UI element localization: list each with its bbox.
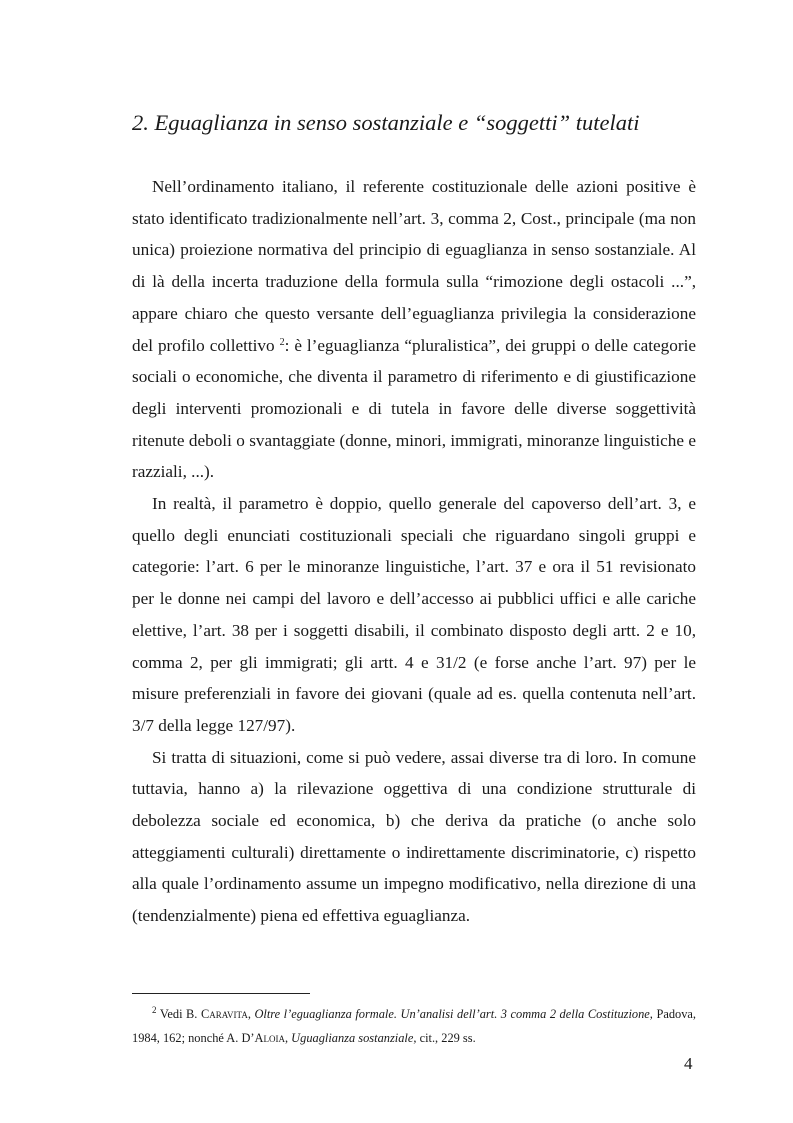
footnote-2 xyxy=(132,1002,696,1050)
body-text xyxy=(132,171,696,932)
footnote-separator: , xyxy=(247,1007,255,1021)
footnote-separator: , xyxy=(284,1031,292,1045)
footnote-number: 2 xyxy=(152,1005,157,1015)
footnote-text: Vedi B. xyxy=(159,1007,201,1021)
paragraph-3: Si tratta di situazioni, come si può vedere, assai diverse tra di loro. In comune tuttavia, hanno a) la rilevazione oggettiva di una condizione strutturale di debolezza sociale ed economica, b) che deriva da pratiche (o anche solo atteggiamenti culturali) direttamente o indirettamente discriminatorie, c) rispetto alla quale l’ordinamento assume un impegno modificativo, nella direzione di una (tendenzialmente) piena ed effettiva eguaglianza. xyxy=(132,747,696,926)
footnote-divider xyxy=(132,993,310,994)
paragraph-1-text-after: : è l’eguaglianza “pluralistica”, dei gruppi o delle categorie sociali o economiche, che diventa il parametro di riferimento e di giustificazione degli interventi promozionali e di tutela in favore delle diverse soggettività ritenute deboli o svantaggiate (donne, minori, immigrati, minoranze linguistiche e razziali, ...). xyxy=(132,335,696,482)
section-heading: 2. Eguaglianza in senso sostanziale e “soggetti” tutelati xyxy=(132,110,640,135)
footnote xyxy=(132,1002,696,1050)
footnote-title: Oltre l’eguaglianza formale. Un’analisi dell’art. 3 comma 2 della Costituzione, xyxy=(254,1007,653,1021)
page-number: 4 xyxy=(684,1054,693,1073)
paragraph-1 xyxy=(132,171,696,488)
footnote-author: Aloia xyxy=(254,1031,285,1045)
footnote-publication: Padova, 1984, 162; nonché A. D’ xyxy=(132,1007,697,1045)
footnote-reference: 2 xyxy=(279,336,285,348)
footnote-publication: cit., 229 ss. xyxy=(416,1031,476,1045)
footnote-author: Caravita xyxy=(200,1007,248,1021)
footnote-title: Uguaglianza sostanziale, xyxy=(291,1031,417,1045)
paragraph-1-text-before: Nell’ordinamento italiano, il referente costituzionale delle azioni positive è stato identificato tradizionalmente nell’art. 3, comma 2, Cost., principale (ma non unica) proiezione normativa del principio di eguaglianza in senso sostanziale. Al di là della incerta traduzione della formula sulla “rimozione degli ostacoli ...”, appare chiaro che questo versante dell’eguaglianza privilegia la considerazione del profilo collettivo xyxy=(132,177,696,355)
paragraph-2: In realtà, il parametro è doppio, quello generale del capoverso dell’art. 3, e quello degli enunciati costituzionali speciali che riguardano singoli gruppi e categorie: l’art. 6 per le minoranze linguistiche, l’art. 37 e ora il 51 revisionato per le donne nei campi del lavoro e dell’accesso ai pubblici uffici e alle cariche elettive, l’art. 38 per i soggetti disabili, il combinato disposto degli artt. 2 e 10, comma 2, per gli immigrati; gli artt. 4 e 31/2 (e forse anche l’art. 97) per le misure preferenziali in favore dei giovani (quale ad es. quella contenuta nell’art. 3/7 della legge 127/97). xyxy=(132,494,696,735)
